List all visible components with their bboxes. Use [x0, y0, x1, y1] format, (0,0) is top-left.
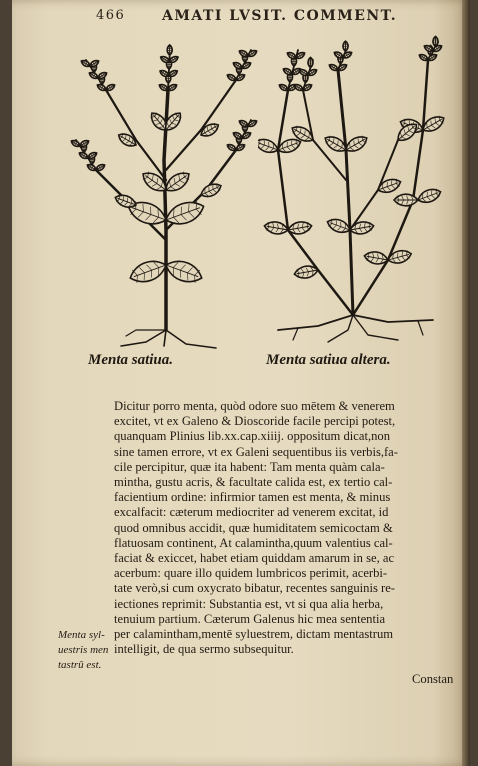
- figure-caption-left: Menta satiua.: [88, 352, 174, 368]
- text-line: Dicitur porro menta, quòd odore suo mētem & venerem: [114, 399, 395, 413]
- branch-stem: [278, 90, 353, 315]
- root: [164, 330, 166, 346]
- figure-caption-right: Menta satiua altera.: [266, 352, 391, 368]
- bract-leaf: [247, 49, 258, 58]
- bract-leaf: [286, 51, 297, 60]
- bract-leaf: [238, 49, 249, 58]
- text-line: per calamintham,mentē syluestrem, dictam mentastrum: [114, 627, 394, 642]
- bract-leaf: [278, 83, 289, 92]
- leaf: [386, 248, 412, 266]
- text-line: iectiones reprimit: Substantia est, vt si qua alia herba,: [114, 596, 384, 611]
- text-line: facientium ordine: infirmior tamen est menta, & minus: [114, 490, 391, 505]
- root: [121, 330, 166, 346]
- main-stem: [338, 70, 353, 315]
- bract-leaf: [308, 58, 313, 68]
- bract-leaf: [167, 45, 172, 55]
- bract-leaf: [337, 63, 348, 72]
- book-page: [12, 0, 470, 766]
- bract-leaf: [95, 163, 106, 172]
- text-line: excalfacit: cæterum mediocriter ad venerem excitat, id: [114, 505, 389, 520]
- text-line: quod omnibus accidit, quæ humiditatem semicoctam &: [114, 520, 393, 535]
- leaf: [349, 220, 375, 236]
- page-header: [12, 8, 452, 32]
- bract-leaf: [232, 131, 243, 140]
- bract-leaf: [226, 73, 237, 82]
- page-number: 466: [96, 8, 126, 23]
- bract-leaf: [418, 53, 429, 62]
- text-line: tenuium partium. Cæterum Galenus hic mea sententia: [114, 611, 386, 626]
- large-leaf: [163, 197, 207, 229]
- bract-leaf: [343, 41, 348, 51]
- leaf: [258, 136, 280, 155]
- running-head: AMATI LVSIT. COMMENT.: [162, 8, 398, 24]
- bract-leaf: [247, 119, 258, 128]
- marginal-line: Menta syl-: [58, 629, 105, 641]
- text-line: tate verò,si cum oxycrato bibatur, recentes sanguinis re-: [114, 581, 396, 596]
- marginal-note: [58, 628, 118, 674]
- bract-leaf: [80, 59, 91, 68]
- root: [418, 321, 423, 335]
- bract-leaf: [282, 67, 293, 76]
- text-line: intelligit, de qua sermo subsequitur.: [114, 642, 294, 657]
- catchword: Constan: [412, 672, 454, 686]
- leaf: [162, 168, 193, 195]
- woodcut-menta-satiua: [66, 30, 266, 350]
- runner-root: [278, 315, 353, 330]
- text-line: faciat & exiccet, habet etiam quiddam amarum in se, ac: [114, 551, 395, 566]
- leaf: [263, 220, 289, 236]
- bract-leaf: [79, 139, 90, 148]
- text-line: acerbum: quare illo quidem lumbricos perimit, acerbi-: [114, 566, 388, 581]
- large-leaf: [163, 256, 205, 286]
- runner-root: [353, 315, 433, 322]
- bract-leaf: [302, 83, 313, 92]
- bract-leaf: [70, 139, 81, 148]
- large-leaf: [127, 256, 169, 286]
- bract-leaf: [307, 68, 318, 77]
- bract-leaf: [295, 51, 306, 60]
- text-line: cile percipitur, quæ ita habent: Tam menta quàm cala-: [114, 459, 385, 474]
- bract-leaf: [238, 119, 249, 128]
- bract-leaf: [105, 83, 116, 92]
- bract-leaf: [235, 143, 246, 152]
- woodcut-menta-satiua-altera: [258, 30, 454, 350]
- text-line: excitet, vt ex Galeno & Dioscoride facile percipi potest,: [114, 414, 396, 429]
- leaf: [394, 194, 418, 206]
- bract-leaf: [298, 68, 309, 77]
- root: [293, 328, 298, 340]
- branch-stem: [106, 90, 166, 180]
- bract-leaf: [89, 59, 100, 68]
- bract-leaf: [293, 83, 304, 92]
- marginal-line: uestris men: [58, 644, 109, 657]
- bract-leaf: [97, 71, 108, 80]
- leaf: [376, 176, 403, 195]
- marginal-line: tastrū est.: [58, 659, 102, 672]
- body-text: [114, 399, 460, 657]
- bract-leaf: [423, 44, 434, 53]
- page-gutter: [462, 0, 470, 766]
- bract-leaf: [87, 151, 98, 160]
- bract-leaf: [241, 61, 252, 70]
- bract-leaf: [342, 50, 353, 59]
- leaf: [416, 186, 443, 205]
- root: [166, 330, 216, 348]
- bract-leaf: [232, 61, 243, 70]
- bract-leaf: [328, 63, 339, 72]
- bract-leaf: [433, 37, 438, 47]
- bract-leaf: [241, 131, 252, 140]
- bract-leaf: [226, 143, 237, 152]
- text-line: sine tamen errore, vt ex Galeni sequentibus iis verbis,fa-: [114, 444, 398, 459]
- bract-leaf: [235, 73, 246, 82]
- text-line: flatuosam continent, At calamintha,quum valentius cal-: [114, 535, 393, 550]
- text-line: mintha, gustu acris, & facultate calida est, ex tertio cal-: [114, 475, 393, 490]
- text-line: quanquam Plinius lib.xx.cap.xiiij. oppositum dicat,non: [114, 429, 390, 444]
- bract-leaf: [333, 50, 344, 59]
